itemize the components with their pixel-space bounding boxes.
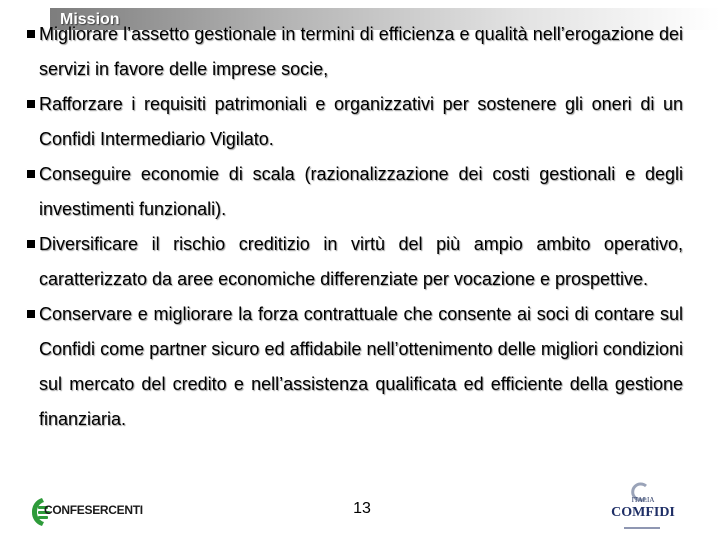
- bullet-text: Rafforzare i requisiti patrimoniali e organizzativi per sostenere gli oneri di un Confidi Intermediario Vigilato.: [39, 94, 683, 149]
- bullet-item: [27, 227, 683, 297]
- bullet-item: [27, 87, 683, 157]
- bullet-text: Migliorare l’assetto gestionale in termini di efficienza e qualità nell’erogazione dei servizi in favore delle imprese socie,: [39, 24, 683, 79]
- bullet-text: Conservare e migliorare la forza contrattuale che consente ai soci di contare sul Confidi come partner sicuro ed affidabile nell’ottenimento delle migliori condizioni sul mercato del credito e nell’assistenza qualificata ed efficiente della gestione finanziaria.: [39, 304, 683, 429]
- bullet-text: Diversificare il rischio creditizio in virtù del più ampio ambito operativo, caratterizzato da aree economiche differenziate per vocazione e prospettive.: [39, 234, 683, 289]
- page-number: 13: [353, 500, 371, 517]
- bullet-list: [27, 17, 683, 437]
- comfidi-italia-text: ITALIA: [631, 496, 655, 504]
- confesercenti-wordmark: CONFESERCENTI: [44, 503, 143, 517]
- bullet-item: [27, 297, 683, 437]
- comfidi-wordmark: COMFIDI: [611, 505, 675, 520]
- square-bullet-icon: [27, 170, 35, 178]
- square-bullet-icon: [27, 240, 35, 248]
- square-bullet-icon: [27, 100, 35, 108]
- bullet-item: [27, 17, 683, 87]
- bullet-item: [27, 157, 683, 227]
- bullet-text: Conseguire economie di scala (razionalizzazione dei costi gestionali e degli investimenti funzionali).: [39, 164, 683, 219]
- square-bullet-icon: [27, 30, 35, 38]
- square-bullet-icon: [27, 310, 35, 318]
- slide-title: Mission: [60, 11, 120, 28]
